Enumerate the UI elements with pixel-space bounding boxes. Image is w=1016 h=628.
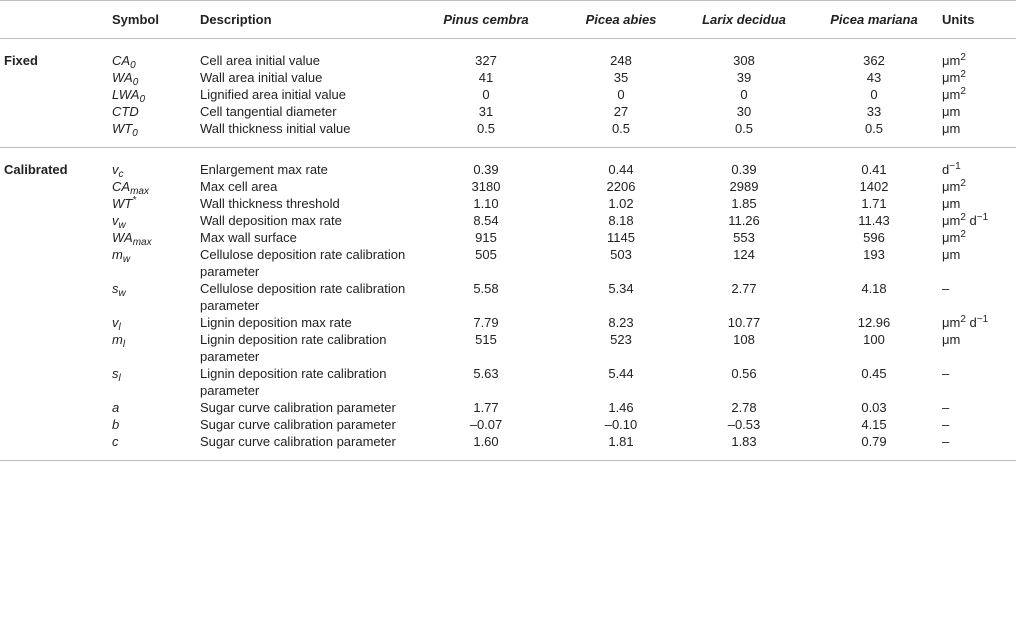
value-cell: 5.34 [608,281,634,296]
value-cell: 0 [870,87,878,102]
value-cell: 596 [863,230,885,245]
value-cell: 0.56 [731,366,757,381]
value-cell: 124 [733,247,755,262]
symbol-cell [112,178,200,195]
value-cell: –0.07 [469,417,503,432]
table-row [0,148,1016,179]
unit-cell [942,416,1016,433]
value-cell: 11.43 [858,213,890,228]
value-cell: 0.45 [861,366,887,381]
table-row [0,365,1016,399]
unit-cell [942,229,1016,246]
symbol-cell [112,416,200,433]
unit-cell [942,280,1016,314]
symbol-cell [112,229,200,246]
value-cell: 505 [475,247,497,262]
value-cell: 1.77 [473,400,499,415]
header-row [0,1,1016,39]
unit-cell [942,399,1016,416]
symbol-cell [112,212,200,229]
value-cell: 7.79 [473,315,499,330]
value-cell: 5.58 [473,281,499,296]
value-cell: 41 [478,70,494,85]
unit-main: μm [942,70,961,85]
unit-main: μm [942,121,961,136]
unit-cell [942,39,1016,70]
description-cell: Wall thickness threshold [200,196,340,211]
symbol-cell [112,195,200,212]
description-cell: Wall area initial value [200,70,323,85]
value-cell: 12.96 [857,315,891,330]
value-cell: 31 [478,104,494,119]
symbol-cell [112,314,200,331]
unit-exponent: 2 [960,69,966,80]
value-cell: 4.15 [861,417,887,432]
unit-main: μm [942,196,961,211]
unit-exponent: −1 [949,161,961,172]
header-species-1: Pinus cembra [412,1,560,39]
unit-cell [942,212,1016,229]
symbol-subscript: l [118,373,121,384]
symbol-cell [112,246,200,280]
symbol-cell [112,120,200,148]
value-cell: 362 [863,53,885,68]
description-cell: Cell tangential diameter [200,104,337,119]
unit-secondary-exponent: −1 [976,212,989,223]
symbol-main: CA [112,179,131,194]
symbol-subscript: w [118,220,126,231]
symbol-subscript: l [122,339,126,350]
symbol-main: WA [112,230,133,245]
symbol-main: CTD [112,104,139,119]
table-row [0,212,1016,229]
symbol-subscript: max [132,237,152,248]
table-row [0,195,1016,212]
symbol-main: c [112,434,119,449]
symbol-cell [112,103,200,120]
symbol-subscript: 0 [132,128,138,139]
table-body [0,39,1016,461]
symbol-subscript: c [118,169,124,180]
symbol-cell [112,39,200,70]
value-cell: 2206 [606,179,636,194]
section-label [0,229,112,246]
unit-cell [942,365,1016,399]
unit-main: μm [942,332,961,347]
value-cell: 8.18 [608,213,634,228]
value-cell: 0.44 [608,162,634,177]
unit-main: μm [942,315,961,330]
description-cell: Enlargement max rate [200,162,328,177]
unit-main: μm [942,53,961,68]
table-row [0,120,1016,148]
description-cell: Sugar curve calibration parameter [200,433,412,461]
description-cell: Lignin deposition rate calibration parameter [200,332,387,364]
description-cell: Cellulose deposition rate calibration parameter [200,247,406,279]
unit-main: – [942,400,950,415]
description-cell: Max cell area [200,179,278,194]
description-cell: Wall thickness initial value [200,120,412,148]
section-label [0,195,112,212]
symbol-main: m [112,332,123,347]
table-row [0,399,1016,416]
value-cell: 515 [475,332,497,347]
description-cell: Lignin deposition rate calibration parameter [200,366,387,398]
unit-cell [942,246,1016,280]
value-cell: 1.83 [682,433,806,461]
symbol-cell [112,69,200,86]
unit-exponent: 2 [960,52,966,63]
unit-cell [942,148,1016,179]
symbol-superscript: * [132,195,137,206]
symbol-main: v [112,315,119,330]
table-row [0,86,1016,103]
section-label [0,69,112,86]
value-cell: 1145 [607,230,635,245]
symbol-main: b [112,417,120,432]
unit-main: μm [942,179,961,194]
symbol-subscript: 0 [139,94,146,105]
section-label [0,178,112,195]
section-label: Calibrated [4,162,68,177]
header-species-3: Larix decidua [682,1,806,39]
value-cell: 8.54 [473,213,499,228]
value-cell: 503 [610,247,632,262]
value-cell: 1.10 [473,196,499,211]
section-label [0,103,112,120]
header-species-2: Picea abies [560,1,682,39]
unit-main: – [942,417,950,432]
description-cell: Lignified area initial value [200,87,346,102]
symbol-cell [112,280,200,314]
unit-cell [942,120,1016,148]
symbol-subscript: l [118,322,121,333]
description-cell: Max wall surface [200,230,297,245]
symbol-cell [112,399,200,416]
value-cell: 0.5 [806,120,942,148]
symbol-subscript: max [130,186,149,197]
table-row [0,69,1016,86]
unit-cell [942,69,1016,86]
symbol-main: v [112,162,119,177]
symbol-cell [112,148,200,179]
header-group [0,1,112,39]
value-cell: 3180 [471,179,501,194]
symbol-subscript: w [122,254,131,265]
unit-main: μm [942,213,961,228]
symbol-cell [112,433,200,461]
value-cell: 0.39 [731,162,757,177]
section-label [0,212,112,229]
description-cell: Cellulose deposition rate calibration parameter [200,281,406,313]
unit-main: μm [942,247,961,262]
symbol-subscript: 0 [132,77,139,88]
section-label [0,280,112,314]
value-cell: 0.5 [412,120,560,148]
value-cell: 33 [866,104,882,119]
unit-main: – [942,434,950,449]
section-label [0,365,112,399]
section-label: Fixed [4,53,38,68]
value-cell: 1.81 [560,433,682,461]
value-cell: 1.02 [608,196,634,211]
symbol-main: s [112,366,119,381]
unit-secondary: d [969,213,977,228]
section-label [0,416,112,433]
value-cell: –0.10 [604,417,638,432]
unit-cell [942,103,1016,120]
unit-secondary: d [969,315,977,330]
value-cell: 108 [733,332,755,347]
value-cell: 0.5 [682,120,806,148]
symbol-cell [112,331,200,365]
header-species-4: Picea mariana [806,1,942,39]
value-cell: 5.44 [608,366,634,381]
value-cell: 1.46 [608,400,634,415]
unit-exponent: 2 [960,86,966,97]
value-cell: 0.5 [560,120,682,148]
value-cell: 43 [866,70,882,85]
table-row [0,433,1016,461]
unit-exponent: 2 [960,229,966,240]
value-cell: 2.78 [731,400,757,415]
section-label [0,120,112,148]
unit-cell [942,433,1016,461]
description-cell: Sugar curve calibration parameter [200,400,396,415]
section-label [0,246,112,280]
value-cell: 2989 [729,179,759,194]
symbol-cell [112,86,200,103]
header-units: Units [942,1,1016,39]
section-label [0,399,112,416]
unit-main: – [942,281,950,296]
symbol-main: LWA [112,87,140,102]
unit-secondary-exponent: −1 [976,314,989,325]
unit-exponent: 2 [960,314,966,325]
unit-cell [942,195,1016,212]
value-cell: 553 [733,230,755,245]
value-cell: 0 [617,87,625,102]
symbol-subscript: w [118,288,126,299]
value-cell: 308 [733,53,755,68]
unit-cell [942,178,1016,195]
unit-cell [942,331,1016,365]
symbol-cell [112,365,200,399]
symbol-main: WA [112,70,133,85]
value-cell: 30 [736,104,752,119]
table-row [0,280,1016,314]
header-description: Description [200,1,412,39]
value-cell: 1.85 [731,196,757,211]
unit-cell [942,86,1016,103]
description-cell: Lignin deposition max rate [200,315,352,330]
section-label [0,331,112,365]
value-cell: 0.03 [861,400,887,415]
value-cell: 0.79 [806,433,942,461]
symbol-main: CA [112,53,131,68]
symbol-main: WT [112,196,133,211]
value-cell: 4.18 [861,281,887,296]
symbol-main: a [112,400,120,415]
unit-main: μm [942,230,961,245]
value-cell: 193 [863,247,885,262]
symbol-main: v [112,213,119,228]
value-cell: 1.60 [412,433,560,461]
unit-exponent: 2 [960,212,966,223]
value-cell: 10.77 [727,315,761,330]
section-label [0,433,112,461]
value-cell: 0 [482,87,490,102]
value-cell: 0.39 [473,162,499,177]
value-cell: –0.53 [727,417,761,432]
value-cell: 0.41 [861,162,887,177]
table-row [0,229,1016,246]
unit-cell [942,314,1016,331]
value-cell: 100 [863,332,885,347]
value-cell: 0 [740,87,748,102]
unit-main: d [942,162,950,177]
description-cell: Cell area initial value [200,53,320,68]
table-row [0,331,1016,365]
unit-main: μm [942,104,961,119]
value-cell: 523 [610,332,632,347]
value-cell: 27 [613,104,629,119]
table-row [0,39,1016,70]
value-cell: 915 [475,230,497,245]
unit-main: μm [942,87,961,102]
table-row [0,314,1016,331]
symbol-subscript: 0 [130,60,136,71]
description-cell: Sugar curve calibration parameter [200,417,396,432]
symbol-main: WT [112,121,133,136]
description-cell: Wall deposition max rate [200,213,342,228]
value-cell: 248 [610,53,632,68]
unit-exponent: 2 [960,178,966,189]
section-label [0,86,112,103]
unit-main: – [942,366,950,381]
value-cell: 35 [613,70,629,85]
section-label [0,314,112,331]
table-row [0,103,1016,120]
value-cell: 11.26 [728,213,760,228]
value-cell: 8.23 [608,315,634,330]
value-cell: 1402 [859,179,889,194]
table-row [0,178,1016,195]
value-cell: 5.63 [473,366,499,381]
symbol-main: s [112,281,119,296]
value-cell: 1.71 [861,196,887,211]
table-row [0,416,1016,433]
symbol-main: m [112,247,123,262]
value-cell: 2.77 [731,281,757,296]
table-row [0,246,1016,280]
header-symbol: Symbol [112,1,200,39]
value-cell: 327 [475,53,497,68]
value-cell: 39 [736,70,752,85]
